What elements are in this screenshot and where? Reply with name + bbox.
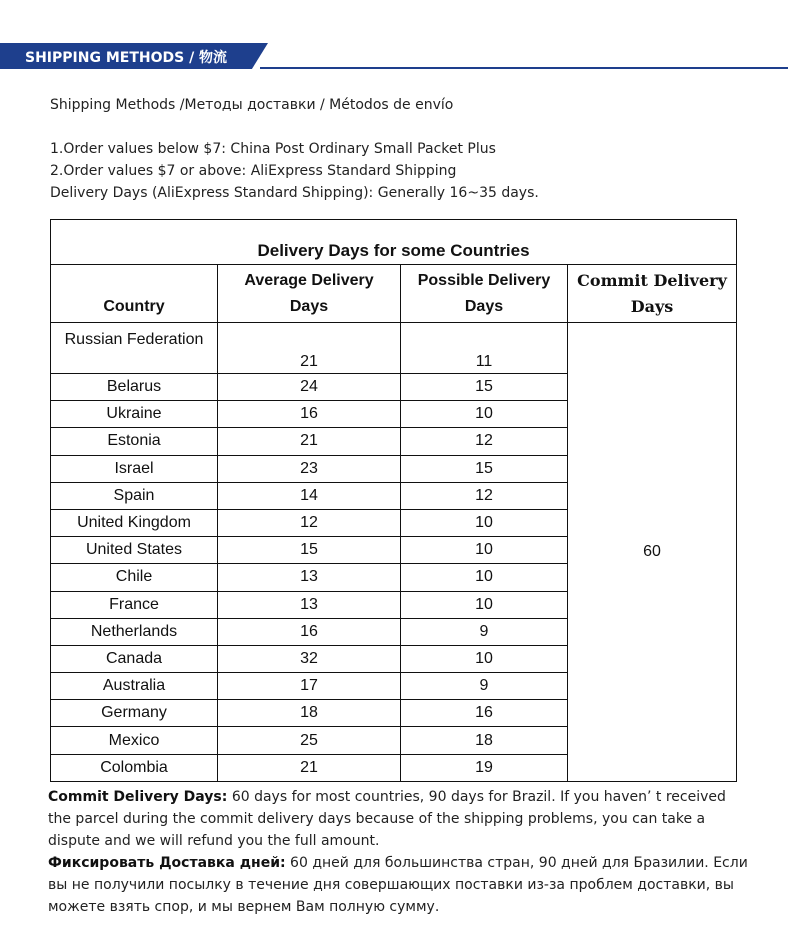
shipping-methods-heading: Shipping Methods /Методы доставки / Métodos de envío	[50, 97, 454, 113]
cell-country: Spain	[51, 482, 218, 509]
commit-note-ru-text: 60 дней для большинства стран, 90 дней для Бразилии. Если вы не получили посылку в течение дня совершающих поставки из-за проблем доставки, вы можете взять спор, и мы вернем Вам полную сумму.	[48, 855, 748, 915]
cell-possible-days: 15	[401, 374, 568, 401]
header-commit-delivery	[568, 265, 737, 323]
cell-country: Israel	[51, 455, 218, 482]
cell-average-days: 14	[218, 482, 401, 509]
cell-possible-days: 10	[401, 591, 568, 618]
cell-country: Australia	[51, 673, 218, 700]
cell-average-days: 25	[218, 727, 401, 754]
header-commit-line2: Days	[630, 296, 674, 316]
table-row	[51, 323, 737, 374]
cell-average-days: 24	[218, 374, 401, 401]
table-header-row	[51, 265, 737, 323]
table-title: Delivery Days for some Countries	[51, 220, 737, 265]
cell-possible-days: 19	[401, 754, 568, 781]
cell-country: Russian Federation	[51, 323, 218, 374]
cell-average-days: 16	[218, 401, 401, 428]
delivery-days-table	[50, 219, 737, 782]
cell-possible-days: 12	[401, 482, 568, 509]
cell-country: United Kingdom	[51, 509, 218, 536]
cell-possible-days: 16	[401, 700, 568, 727]
cell-country: Colombia	[51, 754, 218, 781]
cell-possible-days: 12	[401, 428, 568, 455]
cell-average-days: 15	[218, 537, 401, 564]
commit-note-ru	[48, 852, 748, 918]
header-country: Country	[51, 265, 218, 323]
cell-possible-days: 15	[401, 455, 568, 482]
header-possible-line1: Possible Delivery	[417, 271, 551, 289]
cell-possible-days: 18	[401, 727, 568, 754]
cell-country: Estonia	[51, 428, 218, 455]
cell-country: France	[51, 591, 218, 618]
cell-average-days: 13	[218, 591, 401, 618]
cell-average-days: 12	[218, 509, 401, 536]
cell-country: United States	[51, 537, 218, 564]
header-possible-delivery	[401, 265, 568, 323]
cell-average-days: 21	[218, 428, 401, 455]
commit-note-en-text: 60 days for most countries, 90 days for Brazil. If you haven’ t received the parcel during the commit delivery days because of the shipping problems, you can take a dispute and we will refund you the full amount.	[48, 789, 726, 849]
cell-commit-days: 60	[568, 323, 737, 782]
section-title: SHIPPING METHODS / 物流	[25, 50, 228, 66]
shipping-rule-below-7: 1.Order values below $7: China Post Ordinary Small Packet Plus	[50, 141, 496, 157]
cell-possible-days: 10	[401, 401, 568, 428]
cell-possible-days: 10	[401, 537, 568, 564]
cell-average-days: 23	[218, 455, 401, 482]
cell-average-days: 32	[218, 645, 401, 672]
commit-note-en	[48, 786, 748, 852]
cell-country: Ukraine	[51, 401, 218, 428]
shipping-rule-above-7: 2.Order values $7 or above: AliExpress Standard Shipping	[50, 163, 457, 179]
cell-average-days: 18	[218, 700, 401, 727]
cell-average-days: 21	[218, 754, 401, 781]
section-divider	[260, 67, 788, 69]
cell-country: Germany	[51, 700, 218, 727]
commit-note-ru-label: Фиксировать Доставка дней:	[48, 855, 286, 871]
header-average-delivery	[218, 265, 401, 323]
cell-possible-days: 10	[401, 645, 568, 672]
header-commit-line1: Commit Delivery	[577, 270, 727, 290]
cell-possible-days: 9	[401, 673, 568, 700]
cell-country: Chile	[51, 564, 218, 591]
cell-average-days: 13	[218, 564, 401, 591]
cell-country: Belarus	[51, 374, 218, 401]
cell-country: Canada	[51, 645, 218, 672]
cell-average-days: 17	[218, 673, 401, 700]
header-possible-line2: Days	[464, 297, 504, 315]
header-average-line2: Days	[289, 297, 329, 315]
header-average-line1: Average Delivery	[244, 271, 374, 289]
cell-country: Netherlands	[51, 618, 218, 645]
cell-possible-days: 11	[401, 323, 568, 374]
delivery-days-summary: Delivery Days (AliExpress Standard Shipping): Generally 16~35 days.	[50, 185, 539, 201]
cell-possible-days: 10	[401, 564, 568, 591]
cell-average-days: 21	[218, 323, 401, 374]
commit-note-en-label: Commit Delivery Days:	[48, 789, 228, 805]
cell-possible-days: 10	[401, 509, 568, 536]
cell-average-days: 16	[218, 618, 401, 645]
table-title-row	[51, 220, 737, 265]
cell-country: Mexico	[51, 727, 218, 754]
cell-possible-days: 9	[401, 618, 568, 645]
